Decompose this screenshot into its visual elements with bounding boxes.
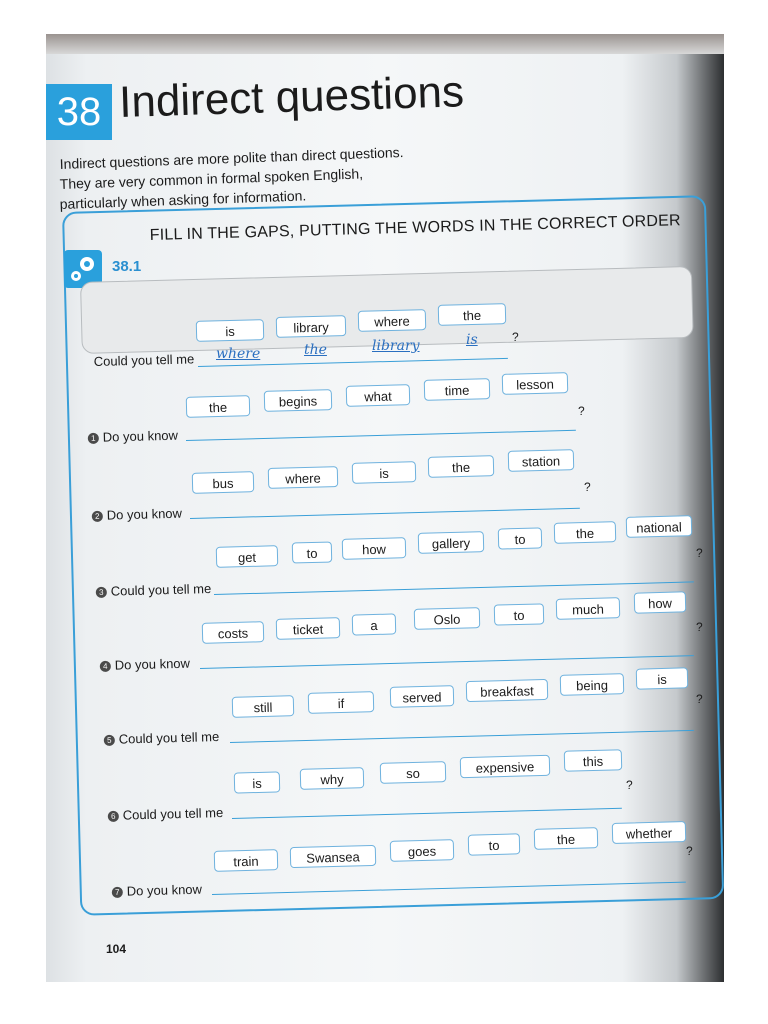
word-tile[interactable]: so bbox=[380, 761, 447, 784]
word-tile[interactable]: if bbox=[308, 691, 375, 714]
word-tile[interactable]: where bbox=[268, 466, 339, 489]
prompt-text: Could you tell me bbox=[122, 804, 224, 823]
chapter-title: Indirect questions bbox=[118, 67, 465, 128]
example-answer-word: library bbox=[372, 338, 420, 354]
question-mark: ? bbox=[584, 480, 591, 494]
word-tile[interactable]: expensive bbox=[460, 755, 551, 778]
example-tile[interactable]: where bbox=[358, 309, 427, 332]
prompt-text: Do you know bbox=[102, 427, 179, 445]
word-tile[interactable]: why bbox=[300, 767, 365, 790]
word-tile[interactable]: the bbox=[534, 827, 599, 850]
example-question-mark: ? bbox=[512, 330, 519, 344]
example-tile[interactable]: is bbox=[196, 319, 265, 342]
question-mark: ? bbox=[696, 546, 703, 560]
word-tile[interactable]: a bbox=[352, 613, 397, 635]
word-tile[interactable]: to bbox=[498, 527, 543, 549]
page-top-shadow bbox=[46, 34, 724, 54]
item-number: 3 bbox=[96, 587, 107, 598]
word-tile[interactable]: is bbox=[234, 771, 281, 793]
example-answer-word: where bbox=[216, 346, 261, 362]
question-mark: ? bbox=[578, 404, 585, 418]
question-mark: ? bbox=[696, 692, 703, 706]
word-tile[interactable]: what bbox=[346, 384, 411, 407]
book-page bbox=[46, 34, 724, 982]
example-answer-word: is bbox=[466, 332, 478, 348]
word-tile[interactable]: the bbox=[554, 521, 617, 544]
word-tile[interactable]: goes bbox=[390, 839, 455, 862]
item-1-prompt bbox=[88, 428, 179, 445]
word-tile[interactable]: begins bbox=[264, 389, 333, 412]
item-number: 2 bbox=[92, 511, 103, 522]
word-tile[interactable]: is bbox=[636, 667, 689, 689]
question-mark: ? bbox=[686, 844, 693, 858]
word-tile[interactable]: train bbox=[214, 849, 279, 872]
word-tile[interactable]: much bbox=[556, 597, 621, 620]
exercise-title: FILL IN THE GAPS, PUTTING THE WORDS IN THE CORRECT ORDER bbox=[149, 212, 682, 245]
item-number: 4 bbox=[100, 661, 111, 672]
word-tile[interactable]: still bbox=[232, 695, 295, 718]
word-tile[interactable]: get bbox=[216, 545, 279, 568]
word-tile[interactable]: time bbox=[424, 378, 491, 401]
word-tile[interactable]: bus bbox=[192, 471, 255, 494]
item-5-prompt bbox=[104, 729, 220, 747]
word-tile[interactable]: being bbox=[560, 673, 625, 696]
word-tile[interactable]: how bbox=[342, 537, 407, 560]
intro-line-1: Indirect questions are more polite than direct questions. bbox=[59, 144, 404, 172]
word-tile[interactable]: lesson bbox=[502, 372, 569, 395]
question-mark: ? bbox=[696, 620, 703, 634]
word-tile[interactable]: this bbox=[564, 749, 623, 772]
word-tile[interactable]: is bbox=[352, 461, 417, 484]
page-number: 104 bbox=[106, 942, 127, 956]
prompt-text: Could you tell me bbox=[118, 728, 220, 747]
item-number: 5 bbox=[104, 735, 115, 746]
item-4-prompt bbox=[100, 656, 191, 673]
word-tile[interactable]: station bbox=[508, 449, 575, 472]
intro-line-2: They are very common in formal spoken English, bbox=[59, 165, 364, 192]
word-tile[interactable]: how bbox=[634, 591, 687, 613]
item-3-prompt bbox=[96, 581, 212, 599]
example-prompt: Could you tell me bbox=[93, 351, 195, 369]
word-tile[interactable]: ticket bbox=[276, 617, 341, 640]
item-number: 7 bbox=[112, 887, 123, 898]
item-2-prompt bbox=[92, 506, 183, 523]
item-6-prompt bbox=[108, 805, 224, 823]
word-tile[interactable]: Swansea bbox=[290, 845, 377, 868]
prompt-text: Do you know bbox=[114, 655, 191, 673]
example-answer-word: the bbox=[304, 342, 327, 358]
prompt-text: Do you know bbox=[126, 881, 203, 899]
word-tile[interactable]: served bbox=[390, 685, 455, 708]
word-tile[interactable]: the bbox=[428, 455, 495, 478]
intro-line-3: particularly when asking for information. bbox=[59, 187, 307, 212]
item-number: 6 bbox=[108, 811, 119, 822]
word-tile[interactable]: to bbox=[468, 833, 521, 855]
word-tile[interactable]: to bbox=[494, 603, 545, 625]
word-tile[interactable]: Oslo bbox=[414, 607, 481, 630]
word-tile[interactable]: to bbox=[292, 541, 333, 563]
example-tile[interactable]: library bbox=[276, 315, 347, 338]
prompt-text: Do you know bbox=[106, 505, 183, 523]
word-tile[interactable]: gallery bbox=[418, 531, 485, 554]
chapter-number-badge: 38 bbox=[46, 84, 112, 140]
word-tile[interactable]: whether bbox=[612, 821, 687, 844]
word-tile[interactable]: the bbox=[186, 395, 251, 418]
prompt-text: Could you tell me bbox=[110, 580, 212, 599]
exercise-number: 38.1 bbox=[112, 258, 142, 275]
question-mark: ? bbox=[626, 778, 633, 792]
word-tile[interactable]: costs bbox=[202, 621, 265, 644]
word-tile[interactable]: national bbox=[626, 515, 693, 538]
word-tile[interactable]: breakfast bbox=[466, 679, 549, 702]
item-number: 1 bbox=[88, 433, 99, 444]
item-7-prompt bbox=[112, 882, 203, 899]
example-tile[interactable]: the bbox=[438, 303, 507, 326]
